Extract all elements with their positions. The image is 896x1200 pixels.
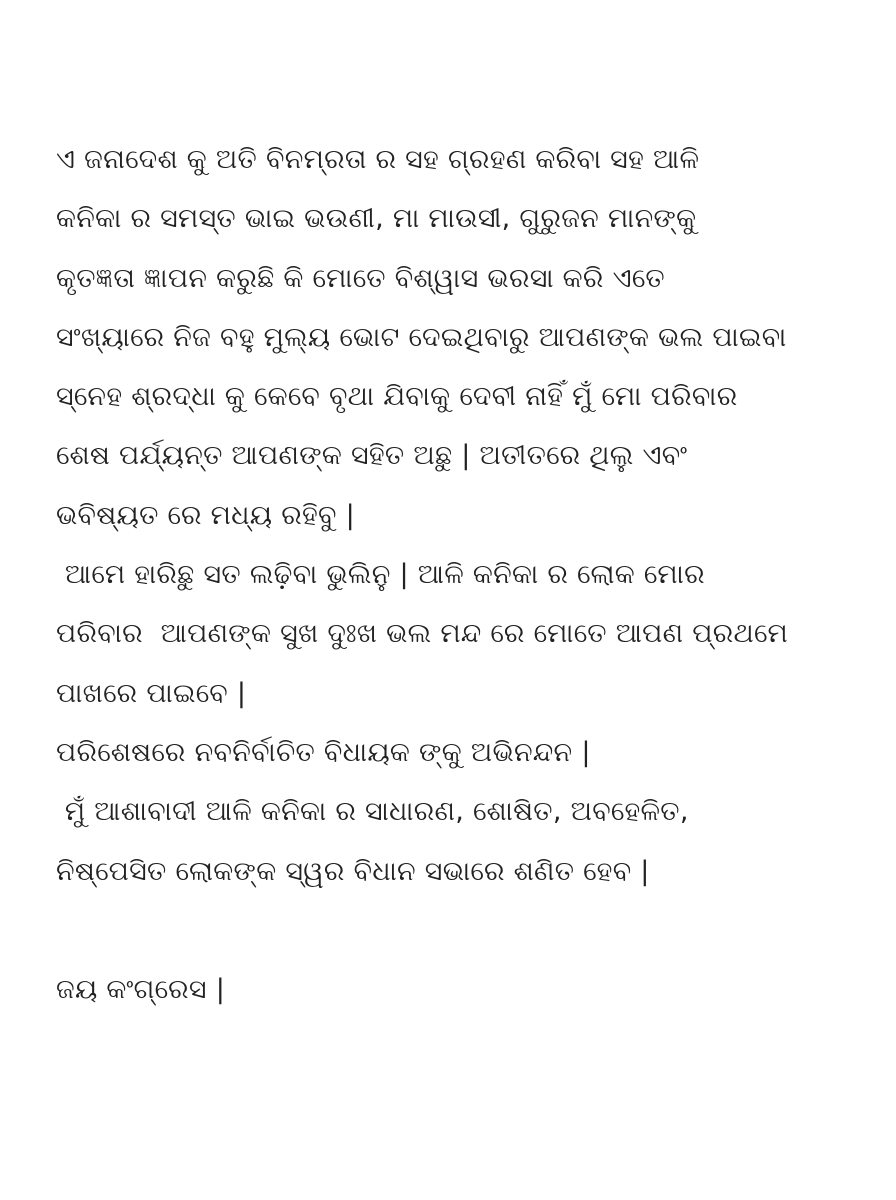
text-line-8: ଆମେ ହାରିଛୁ ସତ ଲଢ଼ିବା ଭୁଲିନୁ | ଆଳି କନିକା ର ଲୋକ ମୋର (56, 559, 705, 591)
text-line-2: କନିକା ର ସମସ୍ତ ଭାଇ ଭଉଣୀ, ମା ମାଉସୀ, ଗୁରୁଜନ ମାନଙ୍କୁ (56, 203, 697, 235)
text-line-7: ଭବିଷ୍ୟତ ରେ ମଧ୍ୟ ରହିବୁ | (56, 499, 356, 531)
text-line-6: ଶେଷ ପର୍ଯ୍ୟନ୍ତ ଆପଣଙ୍କ ସହିତ ଅଛୁ | ଅତୀତରେ ଥିଲୁ ଏବଂ (56, 440, 688, 472)
text-line-9: ପରିବାର ଆପଣଙ୍କ ସୁଖ ଦୁଃଖ ଭଲ ମନ୍ଦ ରେ ମୋତେ ଆପଣ ପ୍ରଥମେ (56, 618, 789, 650)
text-line-5: ସ୍ନେହ ଶ୍ରଦ୍ଧା କୁ କେବେ ବୃଥା ଯିବାକୁ ଦେବୀ ନାହିଁ ମୁଁ ମୋ ପରିବାର (56, 381, 738, 413)
text-line-10: ପାଖରେ ପାଇବେ | (56, 677, 247, 709)
statement-text (56, 130, 856, 1019)
text-line-13: ନିଷ୍ପେସିତ ଲୋକଙ୍କ ସ୍ୱର ବିଧାନ ସଭାରେ ଶଣିତ ହେବ | (56, 855, 650, 887)
text-line-3: କୃତଜ୍ଞତା ଜ୍ଞାପନ କରୁଛି କି ମୋତେ ବିଶ୍ୱାସ ଭରସା କରି ଏତେ (56, 262, 665, 294)
text-line-1: ଏ ଜନାଦେଶ କୁ ଅତି ବିନମ୍ରତା ର ସହ ଗ୍ରହଣ କରିବା ସହ ଆଳି (56, 144, 700, 175)
closing-line: ଜୟ କଂଗ୍ରେସ | (56, 974, 226, 1006)
text-line-11: ପରିଶେଷରେ ନବନିର୍ବାଚିତ ବିଧାୟକ ଙ୍କୁ ଅଭିନନ୍ଦନ | (56, 736, 591, 768)
text-line-4: ସଂଖ୍ୟାରେ ନିଜ ବହୁ ମୁଲ୍ୟ ଭୋଟ ଦେଇଥିବାରୁ ଆପଣଙ୍କ ଭଲ ପାଇବା (56, 321, 787, 353)
text-line-12: ମୁଁ ଆଶାବାଦୀ ଆଳି କନିକା ର ସାଧାରଣ, ଶୋଷିତ, ଅବହେଳିତ, (56, 796, 689, 828)
blank-line (56, 901, 856, 960)
